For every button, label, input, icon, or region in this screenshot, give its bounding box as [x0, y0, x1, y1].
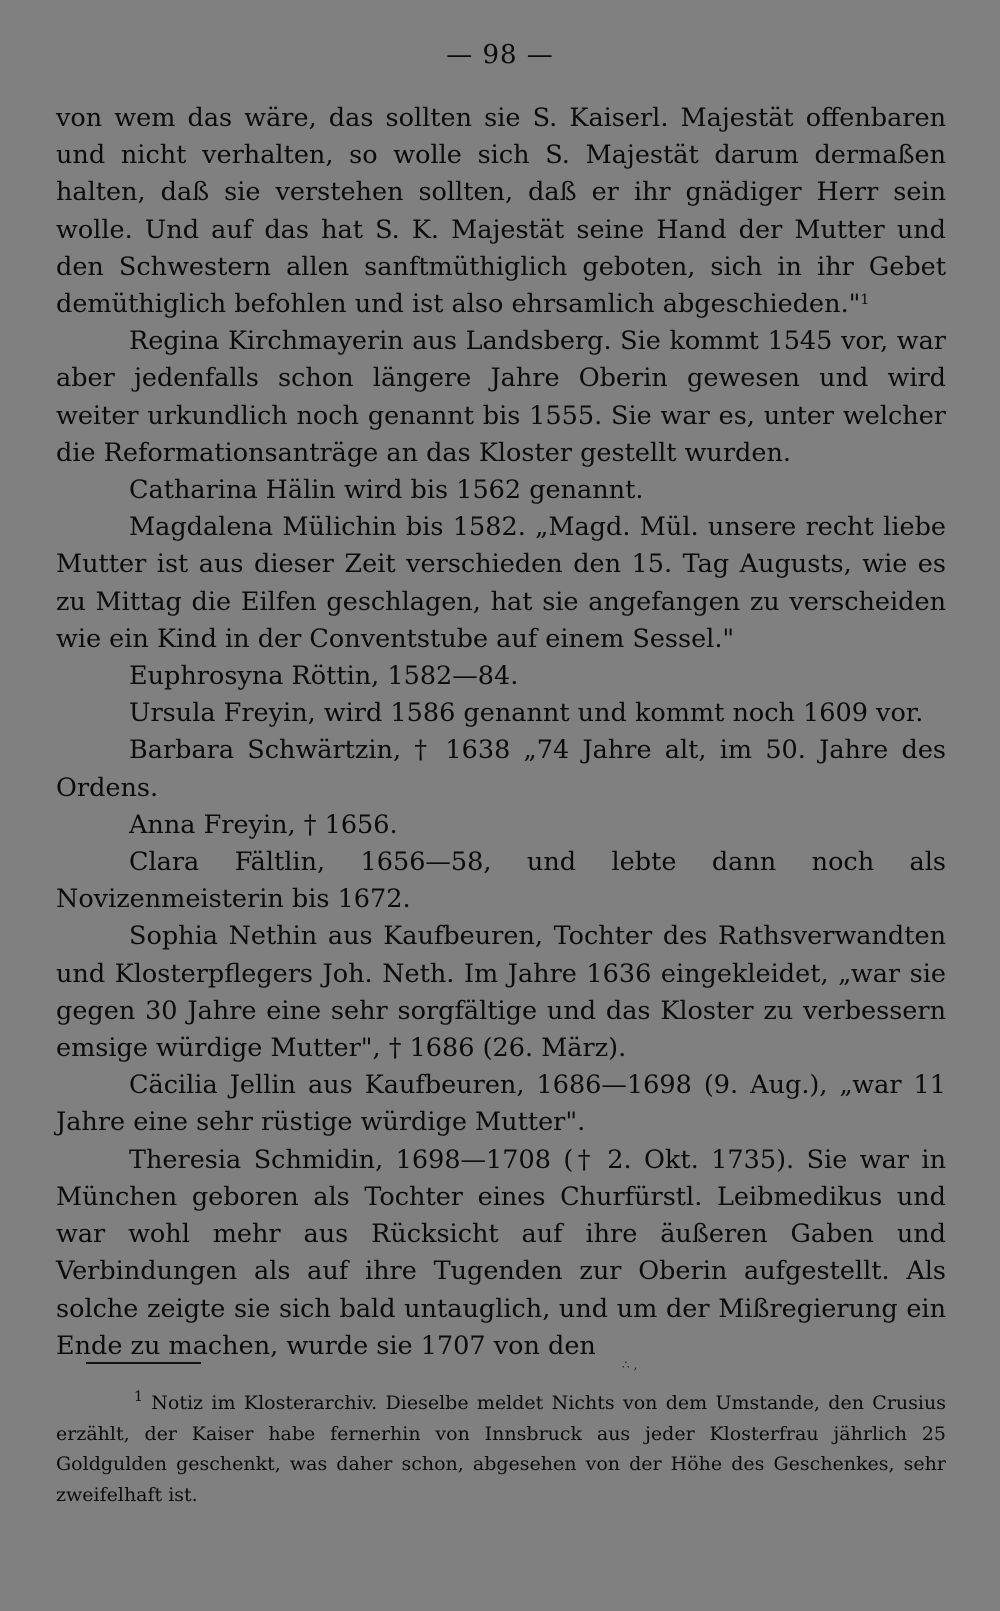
- paragraph-ursula: Ursula Freyin, wird 1586 genannt und kommt noch 1609 vor.: [129, 698, 924, 729]
- paragraph-anna: Anna Freyin, † 1656.: [129, 809, 398, 840]
- paragraph-barbara: Barbara Schwärtzin, † 1638 „74 Jahre alt, im 50. Jahre des Ordens.: [56, 735, 946, 803]
- paragraph-theresia: Theresia Schmidin, 1698—1708 († 2. Okt. 1735). Sie war in München geboren als Tochter eines Churfürstl. Leibmedikus und war wohl mehr aus Rücksicht auf ihre äußeren Gaben und Verbindungen als auf ihre Tugenden zur Oberin aufgestellt. Als solche zeigte sie sich bald untauglich, und um der Mißregierung ein Ende zu machen, wurde sie 1707 von den: [56, 1144, 946, 1361]
- footnote-1: [56, 1388, 946, 1510]
- body-text: [56, 100, 946, 1365]
- footnote-marker: 1: [134, 1389, 143, 1405]
- paragraph-euphrosyna: Euphrosyna Röttin, 1582—84.: [129, 661, 519, 692]
- paragraph-magdalena: Magdalena Mülichin bis 1582. „Magd. Mül. unsere recht liebe Mutter ist aus dieser Zeit verschieden den 15. Tag Augusts, wie es zu Mittag die Eilfen geschlagen, hat sie angefangen zu verscheiden wie ein Kind in der Conventstube auf einem Sessel.": [56, 512, 946, 654]
- footnotes: [56, 1388, 946, 1510]
- paragraph-clara: Clara Fältlin, 1656—58, und lebte dann noch als Novizenmeisterin bis 1672.: [56, 847, 946, 915]
- page-number: — 98 —: [446, 40, 554, 70]
- footnote-separator: [86, 1362, 201, 1364]
- paragraph-text: von wem das wäre, das sollten sie S. Kaiserl. Majestät offenbaren und nicht verhalten, so wolle sich S. Majestät darum dermaßen halten, daß sie verstehen sollten, daß er ihr gnädiger Herr sein wolle. Und auf das hat S. K. Majestät seine Hand der Mutter und den Schwestern allen sanftmüthiglich geboten, sich in ihr Gebet demüthiglich befohlen und ist also ehrsamlich abgeschieden.": [56, 103, 946, 320]
- stray-print-mark: ∴ ,: [622, 1358, 638, 1372]
- paragraph-catharina: Catharina Hälin wird bis 1562 genannt.: [129, 475, 644, 506]
- footnote-text: Notiz im Klosterarchiv. Dieselbe meldet Nichts von dem Umstande, den Crusius erzählt, der Kaiser habe fernerhin von Innsbruck aus jeder Klosterfrau jährlich 25 Goldgulden geschenkt, was daher schon, abgesehen von der Höhe des Geschenkes, sehr zweifelhaft ist.: [56, 1392, 946, 1506]
- paragraph-sophia: Sophia Nethin aus Kaufbeuren, Tochter des Rathsverwandten und Klosterpflegers Joh. Neth. Im Jahre 1636 eingekleidet, „war sie gegen 30 Jahre eine sehr sorgfältige und das Kloster zu verbessern emsige würdige Mutter", † 1686 (26. März).: [56, 921, 946, 1064]
- paragraph-quote-end: [56, 100, 946, 323]
- paragraph-regina: Regina Kirchmayerin aus Landsberg. Sie kommt 1545 vor, war aber jedenfalls schon längere Jahre Oberin gewesen und wird weiter urkundlich noch genannt bis 1555. Sie war es, unter welcher die Reformationsanträge an das Kloster gestellt wurden.: [56, 326, 946, 468]
- paragraph-caecilia: Cäcilia Jellin aus Kaufbeuren, 1686—1698 (9. Aug.), „war 11 Jahre eine sehr rüstige würdige Mutter".: [56, 1070, 946, 1138]
- footnote-reference[interactable]: 1: [860, 292, 870, 309]
